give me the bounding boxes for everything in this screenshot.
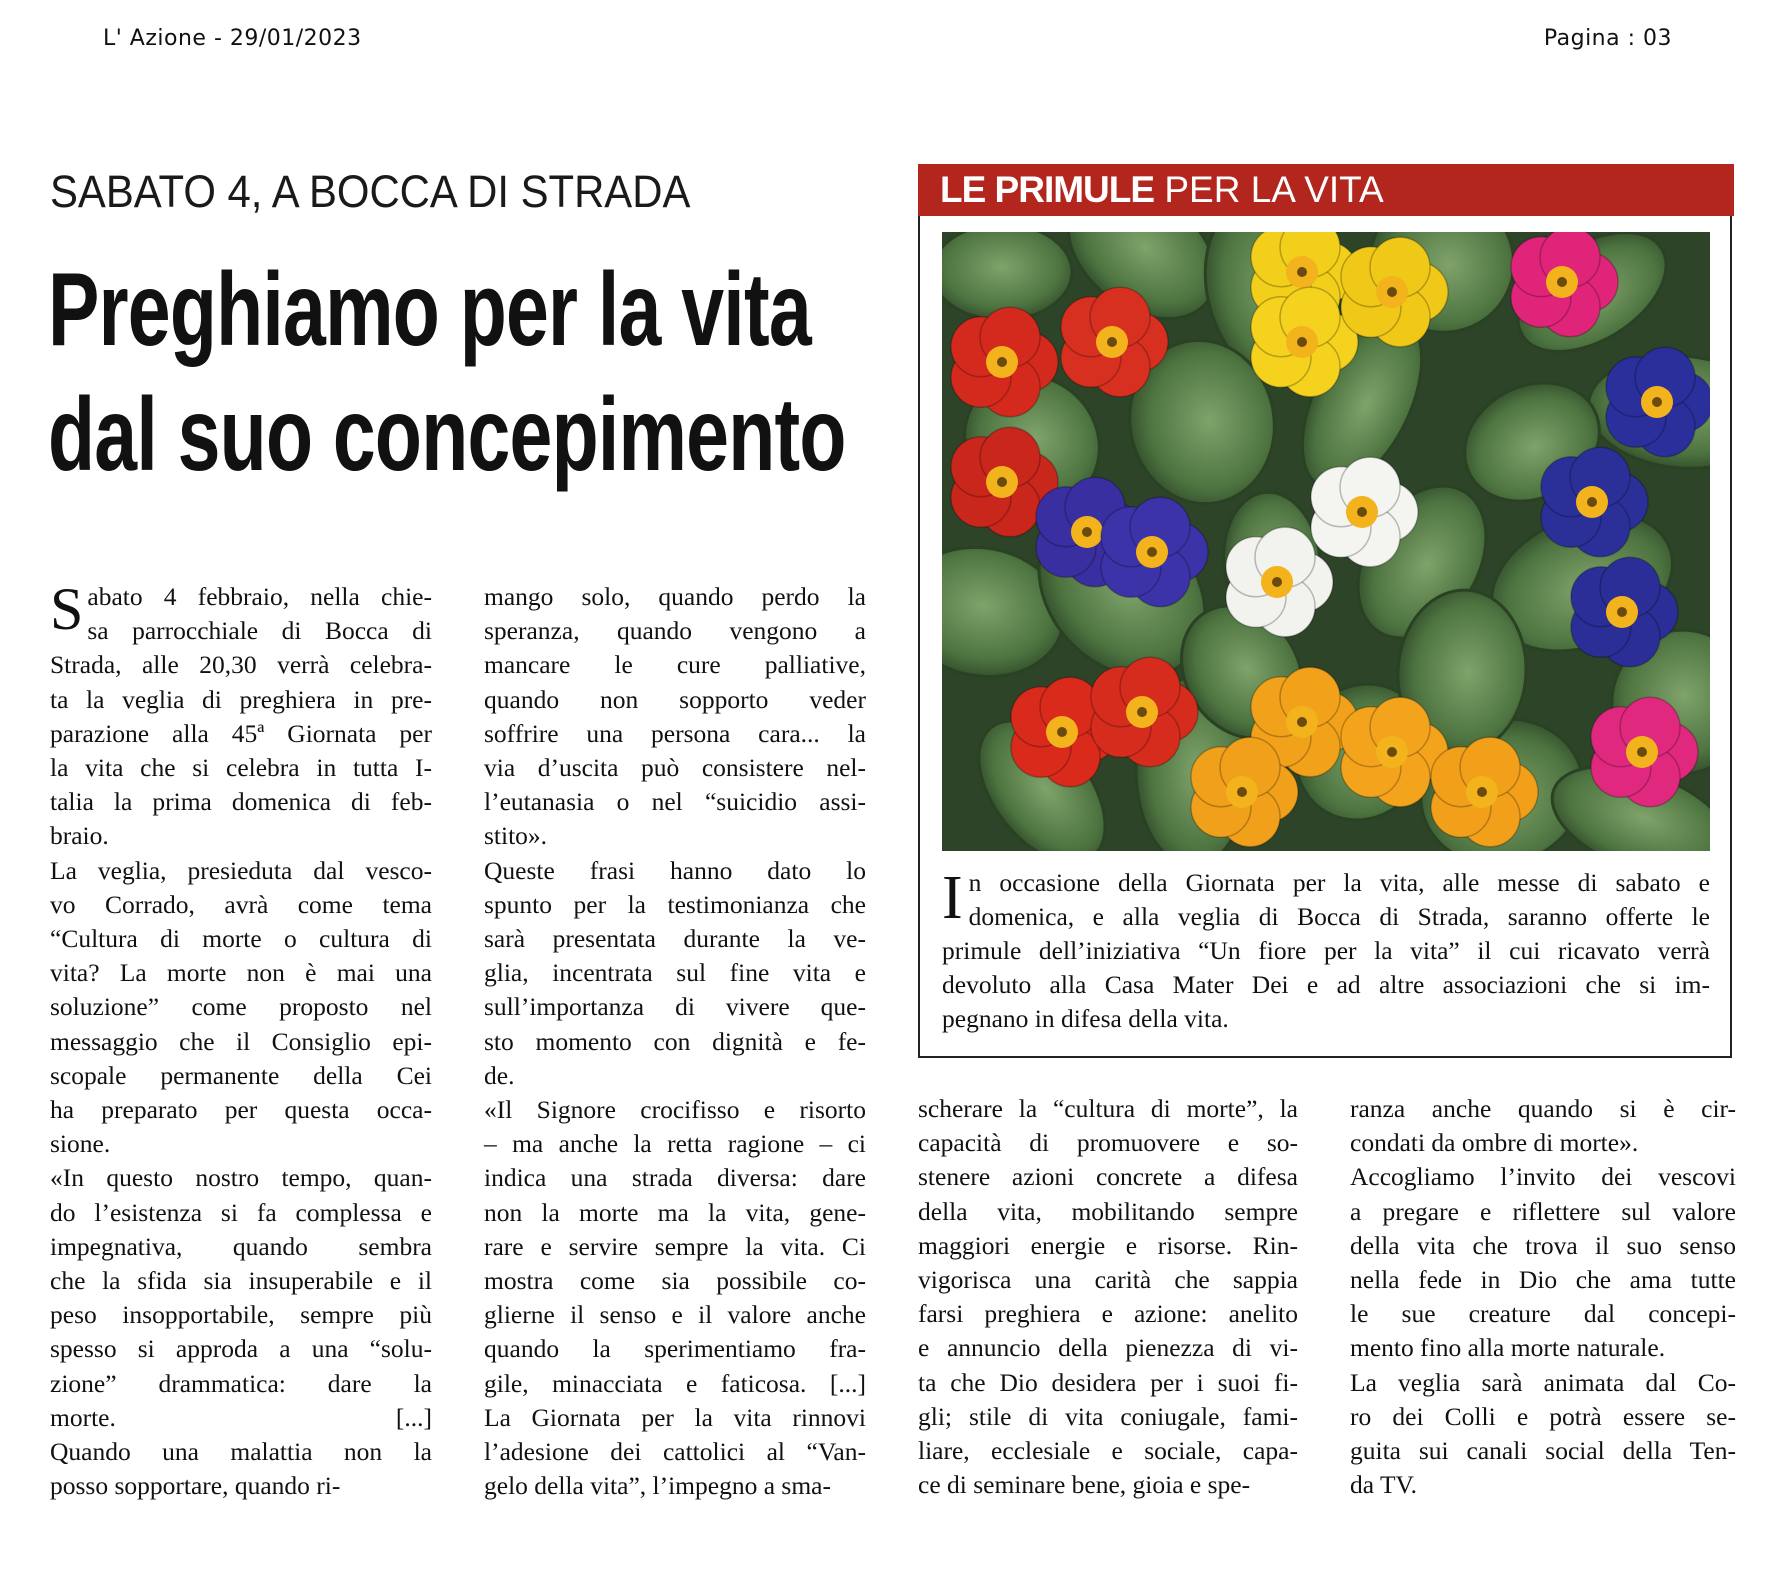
text-line: «Il Signore crocifisso e risorto	[484, 1095, 866, 1125]
text-line: spunto per la testimonianza che	[484, 889, 866, 919]
text-line: mento fino alla morte naturale.	[1350, 1333, 1666, 1363]
text-line: pegnano in difesa della vita.	[942, 1004, 1229, 1033]
text-line: della vita, mobilitando sempre	[918, 1196, 1298, 1226]
text-line: peso insopportabile, sempre più	[50, 1300, 432, 1330]
article-column-1	[50, 576, 432, 1503]
text-line: sa parrocchiale di Bocca di	[87, 616, 432, 646]
text-line: soffrire una persona cara... la	[484, 718, 866, 748]
text-line: La Giornata per la vita rinnovi	[484, 1402, 866, 1432]
text-line: ta la veglia di preghiera in pre-	[50, 684, 432, 714]
text-line: vo Corrado, avrà come tema	[50, 889, 432, 919]
text-line: devoluto alla Casa Mater Dei e ad altre associazioni che si im-	[942, 970, 1710, 999]
text-line: spesso si approda a una “solu-	[50, 1334, 432, 1364]
text-line: nella fede in Dio che ama tutte	[1350, 1265, 1736, 1295]
text-line: glia, incentrata sul fine vita e	[484, 958, 866, 988]
text-line: impegnativa, quando sembra	[50, 1231, 432, 1261]
text-line: zione” drammatica: dare la	[50, 1368, 432, 1398]
text-line: n occasione della Giornata per la vita, alle messe di sabato e	[968, 868, 1710, 897]
text-line: a pregare e riflettere sul valore	[1350, 1196, 1736, 1226]
sidebar-title	[918, 164, 1734, 216]
text-line: ro dei Colli e potrà essere se-	[1350, 1401, 1736, 1431]
text-line: capacità di promuovere e so-	[918, 1128, 1298, 1158]
headline-line: Preghiamo per la vita	[48, 252, 811, 368]
headline-line: dal suo concepimento	[48, 377, 846, 493]
text-line: talia la prima domenica di feb-	[50, 787, 432, 817]
newspaper-source: L' Azione - 29/01/2023	[103, 26, 362, 51]
text-line: speranza, quando vengono a	[484, 616, 866, 646]
text-line: gelo della vita”, l’impegno a sma-	[484, 1471, 831, 1501]
text-line: – ma anche la retta ragione – ci	[484, 1129, 866, 1159]
text-line: maggiori energie e risorse. Rin-	[918, 1230, 1298, 1260]
text-line: La veglia, presieduta dal vesco-	[50, 855, 432, 885]
drop-cap: S	[50, 576, 84, 642]
text-line: La veglia sarà animata dal Co-	[1350, 1367, 1736, 1397]
caption-drop-cap: I	[942, 864, 963, 932]
article-column-3	[918, 1092, 1298, 1502]
text-line: condati da ombre di morte».	[1350, 1128, 1639, 1158]
text-line: farsi preghiera e azione: anelito	[918, 1299, 1298, 1329]
text-line: stito».	[484, 821, 548, 851]
text-line: de.	[484, 1060, 515, 1090]
text-line: mango solo, quando perdo la	[484, 582, 866, 611]
text-line: scherare la “cultura di morte”, la	[918, 1094, 1298, 1123]
text-line: stenere azioni concrete a difesa	[918, 1162, 1298, 1192]
article-kicker: SABATO 4, A BOCCA DI STRADA	[50, 166, 691, 217]
text-line: soluzione” come proposto nel	[50, 992, 432, 1022]
primrose-illustration	[942, 232, 1710, 851]
primrose-photo	[942, 232, 1710, 851]
text-line: scopale permanente della Cei	[50, 1060, 432, 1090]
text-line: glierne il senso e il valore anche	[484, 1300, 866, 1330]
text-line: guita sui canali social della Ten-	[1350, 1436, 1736, 1466]
text-line: sto momento con dignità e fe-	[484, 1026, 866, 1056]
text-line: messaggio che il Consiglio epi-	[50, 1026, 432, 1056]
text-line: sione.	[50, 1129, 111, 1159]
sidebar-caption	[942, 866, 1710, 1036]
text-line: via d’uscita può consistere nel-	[484, 753, 866, 783]
text-line: domenica, e alla veglia di Bocca di Strada, saranno offerte le	[968, 902, 1710, 931]
article-column-2	[484, 580, 866, 1503]
text-line: e annuncio della pienezza di vi-	[918, 1333, 1298, 1363]
text-line: parazione alla 45ª Giornata per	[50, 718, 432, 748]
text-line: quando la sperimentiamo fra-	[484, 1334, 866, 1364]
text-line: sarà presentata durante la ve-	[484, 924, 866, 954]
text-line: ha preparato per questa occa-	[50, 1095, 432, 1125]
text-line: Accogliamo l’invito dei vescovi	[1350, 1162, 1736, 1192]
text-line: gli; stile di vita coniugale, fami-	[918, 1401, 1298, 1431]
text-line: l’adesione dei cattolici al “Van-	[484, 1437, 866, 1467]
text-line: mostra come sia possibile co-	[484, 1266, 866, 1296]
text-line: mancare le cure palliative,	[484, 650, 866, 680]
text-line: «In questo nostro tempo, quan-	[50, 1163, 432, 1193]
text-line: l’eutanasia o nel “suicidio assi-	[484, 787, 866, 817]
text-line: Queste frasi hanno dato lo	[484, 855, 866, 885]
sidebar-title-rest: PER LA VITA	[1164, 169, 1384, 210]
text-line: primule dell’iniziativa “Un fiore per la vita” il cui ricavato verrà	[942, 936, 1710, 965]
text-line: Strada, alle 20,30 verrà celebra-	[50, 650, 432, 680]
text-line: “Cultura di morte o cultura di	[50, 924, 432, 954]
text-line: Quando una malattia non la	[50, 1437, 432, 1467]
text-line: ta che Dio desidera per i suoi fi-	[918, 1367, 1298, 1397]
text-line: posso sopportare, quando ri-	[50, 1471, 341, 1501]
text-line: non la morte ma la vita, gene-	[484, 1197, 866, 1227]
text-line: gile, minacciata e faticosa. [...]	[484, 1368, 866, 1398]
text-line: che la sfida sia insuperabile e il	[50, 1266, 432, 1296]
text-line: morte. [...]	[50, 1402, 432, 1432]
text-line: vita? La morte non è mai una	[50, 958, 432, 988]
text-line: quando non sopporto veder	[484, 684, 866, 714]
text-line: ce di seminare bene, gioia e spe-	[918, 1470, 1251, 1500]
text-line: indica una strada diversa: dare	[484, 1163, 866, 1193]
sidebar-box	[918, 164, 1732, 1058]
text-line: la vita che si celebra in tutta I-	[50, 753, 432, 783]
page-number: Pagina : 03	[1543, 26, 1672, 51]
article-column-4	[1350, 1092, 1736, 1502]
text-line: abato 4 febbraio, nella chie-	[87, 582, 432, 611]
text-line: le sue creature dal concepi-	[1350, 1299, 1736, 1329]
text-line: do l’esistenza si fa complessa e	[50, 1197, 432, 1227]
text-line: da TV.	[1350, 1470, 1418, 1500]
text-line: sull’importanza di vivere que-	[484, 992, 866, 1022]
sidebar-title-bold: LE PRIMULE	[940, 169, 1155, 210]
text-line: rare e servire sempre la vita. Ci	[484, 1231, 866, 1261]
text-line: ranza anche quando si è cir-	[1350, 1094, 1736, 1123]
text-line: vigorisca una carità che sappia	[918, 1265, 1298, 1295]
text-line: liare, ecclesiale e sociale, capa-	[918, 1436, 1298, 1466]
text-line: della vita che trova il suo senso	[1350, 1230, 1736, 1260]
article-headline	[48, 248, 846, 498]
text-line: braio.	[50, 821, 109, 851]
